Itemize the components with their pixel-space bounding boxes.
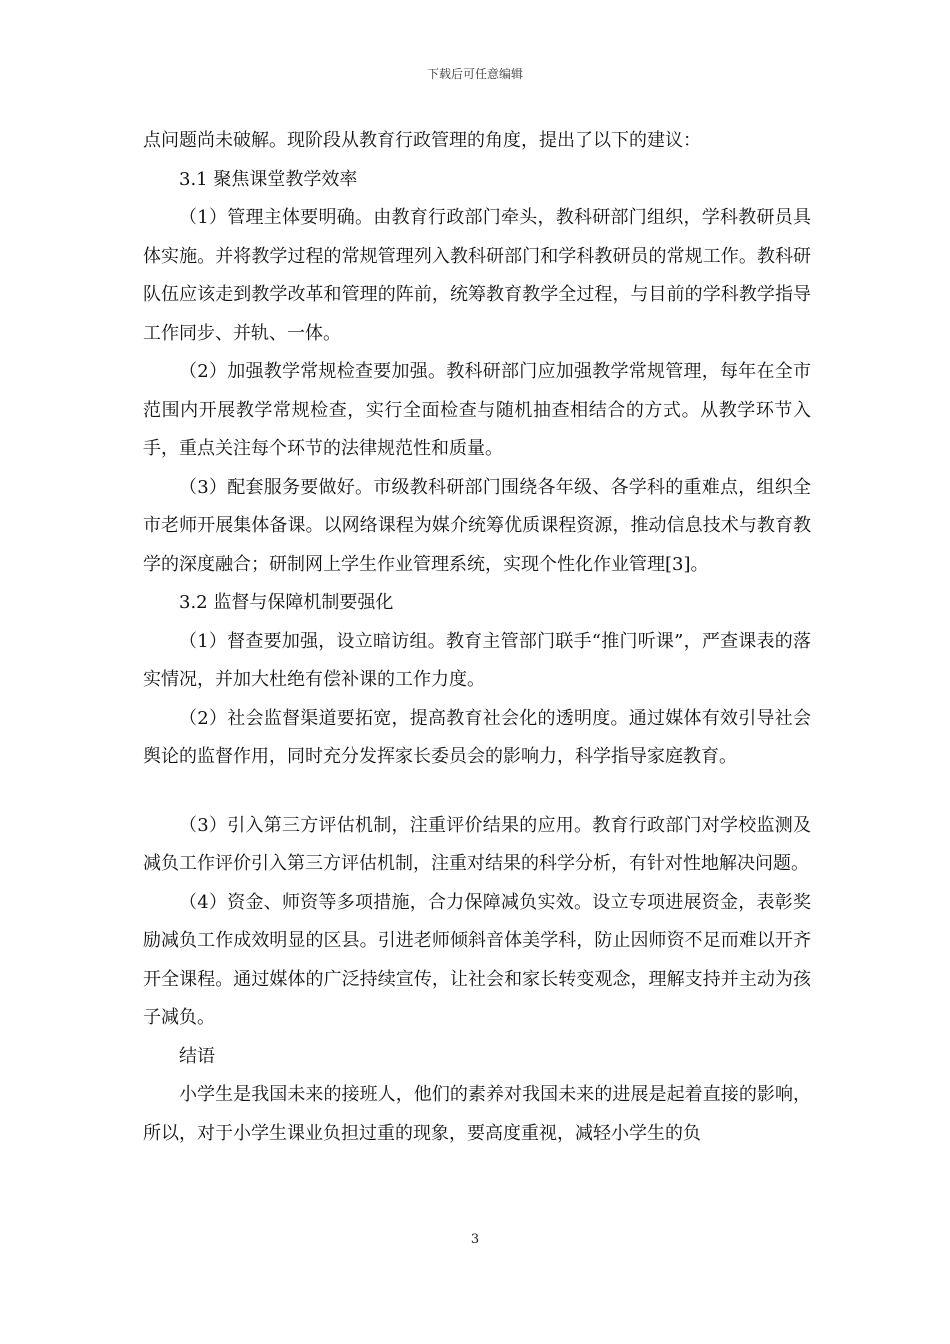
section-heading-3-2: 3.2 监督与保障机制要强化 [179,592,394,613]
paragraph-funding-staffing: （4）资金、师资等多项措施，合力保障减负实效。设立专项进展资金，表彰奖励减负工作成效明显的区县。引进老师倾斜音体美学科，防止因师资不足而难以开齐开全课程。通过媒体的广泛持续宣传，让社会和家长转变观念，理解支持并主动为孩子减负。 [143,891,811,1028]
paragraph-third-party-evaluation: （3）引入第三方评估机制，注重评价结果的应用。教育行政部门对学校监测及减负工作评价引入第三方评估机制，注重对结果的科学分析，有针对性地解决问题。 [143,814,811,874]
conclusion-heading: 结语 [179,1045,215,1067]
paragraph-social-oversight: （2）社会监督渠道要拓宽，提高教育社会化的透明度。通过媒体有效引导社会舆论的监督作用，同时充分发挥家长委员会的影响力，科学指导家庭教育。 [143,707,811,767]
page-number: 3 [470,1232,480,1247]
section-heading-3-1: 3.1 聚焦课堂教学效率 [179,168,358,190]
paragraph-conclusion: 小学生是我国未来的接班人，他们的素养对我国未来的进展是起着直接的影响，所以，对于小学生课业负担过重的现象，要高度重视，减轻小学生的负 [143,1084,811,1144]
paragraph-management-subject: （1）管理主体要明确。由教育行政部门牵头，教科研部门组织，学科教研员具体实施。并将教学过程的常规管理列入教科研部门和学科教研员的常规工作。教科研队伍应该走到教学改革和管理的阵前，统筹教育教学全过程，与目前的学科教学指导工作同步、并轨、一体。 [143,207,811,344]
paragraph-gap [143,777,811,807]
paragraph-continuation: 点问题尚未破解。现阶段从教育行政管理的角度，提出了以下的建议： [143,130,701,151]
page-header: 下载后可任意编辑 [426,67,523,81]
paragraph-routine-inspection: （2）加强教学常规检查要加强。教科研部门应加强教学常规管理，每年在全市范围内开展教学常规检查，实行全面检查与随机抽查相结合的方式。从教学环节入手，重点关注每个环节的法律规范性和质量。 [143,361,811,459]
paragraph-supervision: （1）督查要加强，设立暗访组。教育主管部门联手“推门听课”，严查课表的落实情况，并加大杜绝有偿补课的工作力度。 [143,630,811,690]
document-body [143,122,811,1153]
paragraph-support-services: （3）配套服务要做好。市级教科研部门围绕各年级、各学科的重难点，组织全市老师开展集体备课。以网络课程为媒介统筹优质课程资源，推动信息技术与教育教学的深度融合；研制网上学生作业管理系统，实现个性化作业管理[3]。 [143,476,811,575]
